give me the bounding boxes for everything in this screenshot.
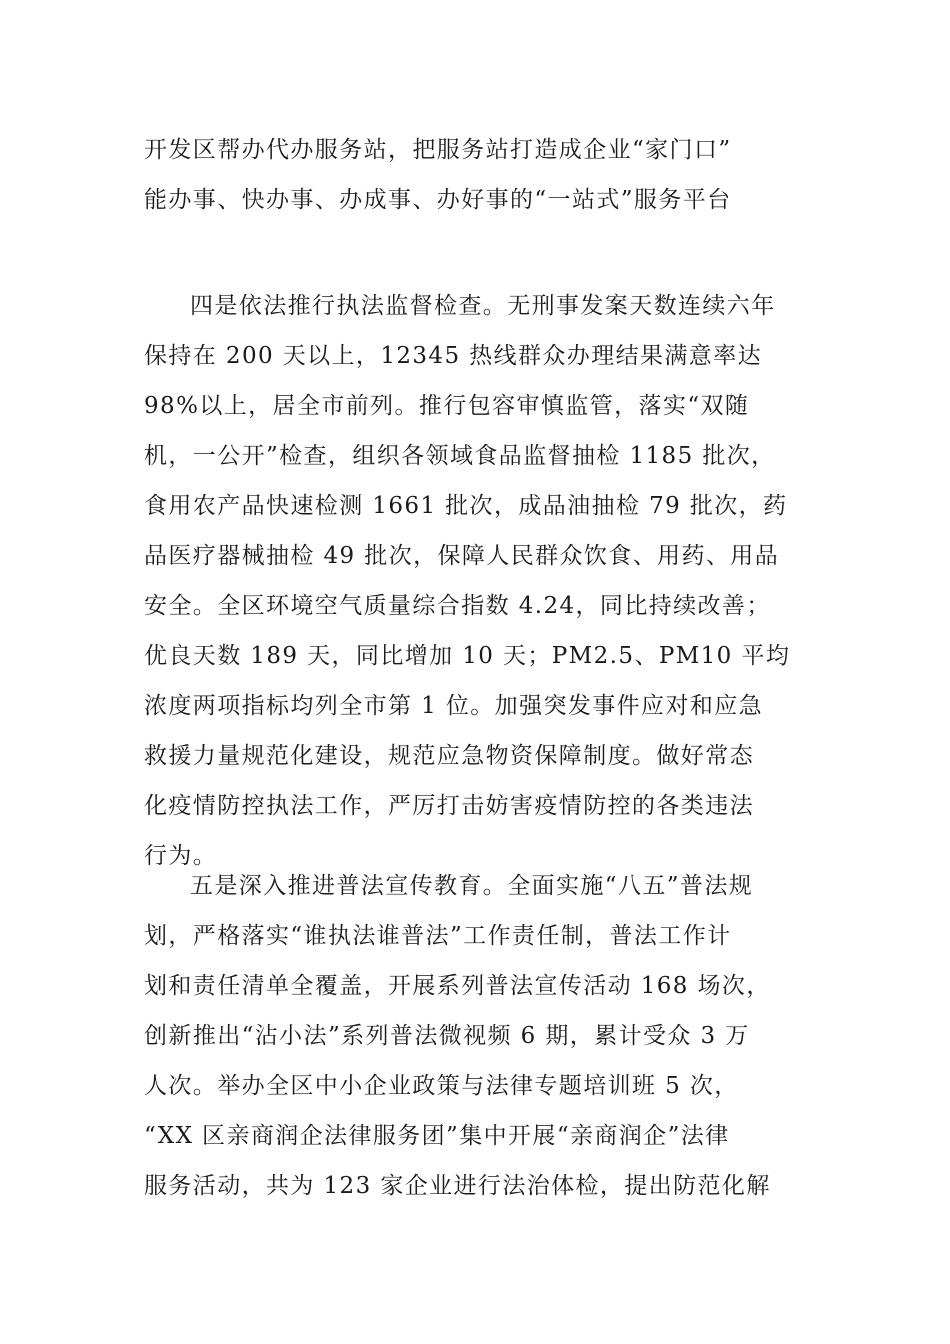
text-line: 救援力量规范化建设，规范应急物资保障制度。做好常态 [144,743,754,769]
text-line: “XX 区亲商润企法律服务团”集中开展“亲商润企”法律 [144,1123,730,1149]
text-line: 机，一公开”检查，组织各领域食品监督抽检 1185 批次， [144,443,776,469]
text-line: 浓度两项指标均列全市第 1 位。加强突发事件应对和应急 [144,693,764,719]
text-line: 保持在 200 天以上，12345 热线群众办理结果满意率达 [144,343,762,369]
text-line: 品医疗器械抽检 49 批次，保障人民群众饮食、用药、用品 [144,543,780,569]
text-line: 能办事、快办事、办成事、办好事的“一站式”服务平台 [144,187,732,213]
text-line: 安全。全区环境空气质量综合指数 4.24，同比持续改善； [144,593,771,619]
text-line: 创新推出“沾小法”系列普法微视频 6 期，累计受众 3 万 [144,1023,750,1049]
paragraph-legal-education [144,861,808,1211]
text-line: 98%以上，居全市前列。推行包容审慎监管，落实“双随 [144,393,750,419]
text-line: 食用农产品快速检测 1661 批次，成品油抽检 79 批次，药 [144,493,788,519]
intro-paragraph [144,125,808,225]
text-line: 人次。举办全区中小企业政策与法律专题培训班 5 次， [144,1073,739,1099]
text-line: 划和责任清单全覆盖，开展系列普法宣传活动 168 场次， [144,973,771,999]
text-line: 化疫情防控执法工作，严厉打击妨害疫情防控的各类违法 [144,793,754,819]
text-line: 行为。 [144,843,218,869]
text-line: 四是依法推行执法监督检查。无刑事发案天数连续六年 [190,293,776,319]
text-line: 服务活动，共为 123 家企业进行法治体检，提出防范化解 [144,1173,771,1199]
text-line: 划，严格落实“谁执法谁普法”工作责任制，普法工作计 [144,923,732,949]
paragraph-law-enforcement-supervision [144,281,808,881]
text-line: 开发区帮办代办服务站，把服务站打造成企业“家门口” [144,137,732,163]
text-line: 优良天数 189 天，同比增加 10 天；PM2.5、PM10 平均 [144,643,791,669]
text-line: 五是深入推进普法宣传教育。全面实施“八五”普法规 [190,873,754,899]
